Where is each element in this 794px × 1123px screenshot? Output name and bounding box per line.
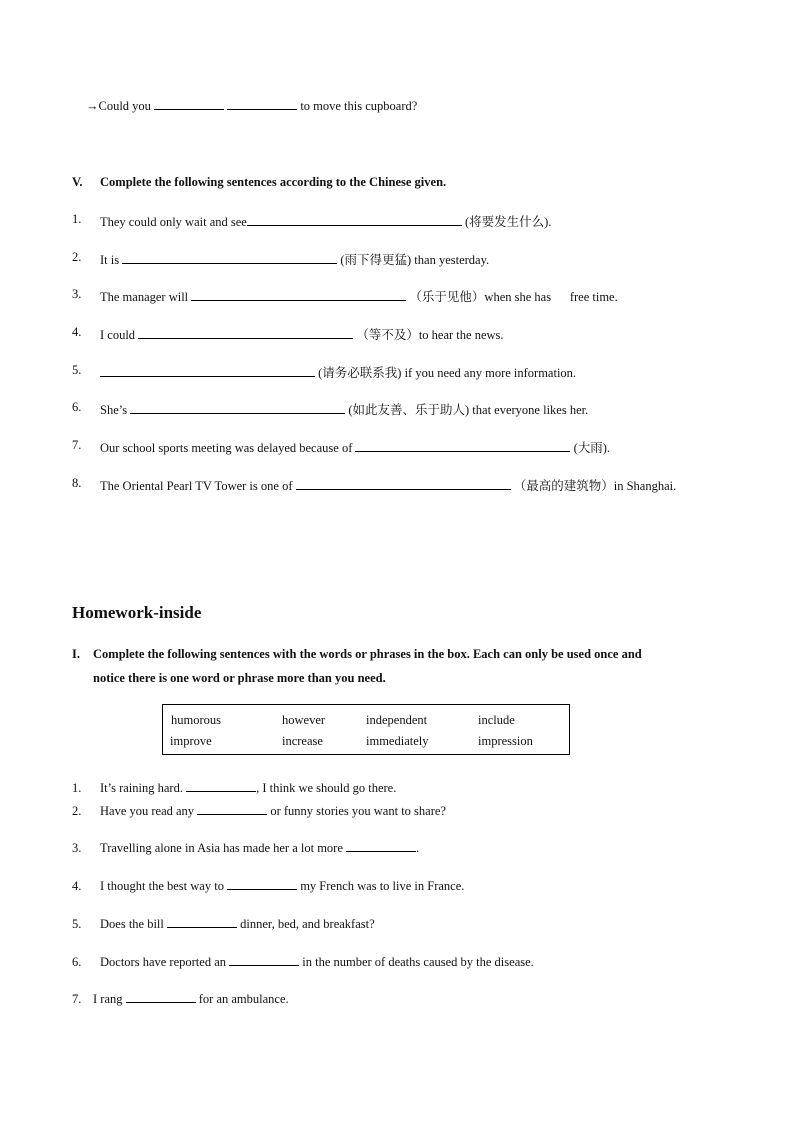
translation-sentence: (请务必联系我) if you need any more information. bbox=[100, 363, 576, 381]
item-number: 4. bbox=[72, 879, 82, 893]
carry-over-before: Could you bbox=[98, 99, 151, 113]
item-number: 3. bbox=[72, 841, 82, 855]
answer-blank[interactable] bbox=[167, 917, 237, 928]
answer-blank[interactable] bbox=[247, 215, 462, 226]
word-box bbox=[162, 704, 570, 755]
answer-blank[interactable] bbox=[191, 290, 406, 301]
box-word: include bbox=[478, 713, 515, 727]
box-word: increase bbox=[282, 734, 323, 748]
translation-sentence: She’s (如此友善、乐于助人) that everyone likes her. bbox=[100, 403, 589, 417]
item-number: 1. bbox=[72, 212, 82, 226]
item-number: 6. bbox=[72, 955, 82, 969]
answer-blank[interactable] bbox=[126, 992, 196, 1003]
answer-blank[interactable] bbox=[355, 441, 570, 452]
fill-blank-sentence: Does the bill dinner, bed, and breakfast? bbox=[100, 917, 375, 931]
box-word: impression bbox=[478, 734, 533, 748]
item-number: 7. bbox=[72, 438, 82, 452]
item-number: 5. bbox=[72, 917, 82, 931]
item-number: 3. bbox=[72, 287, 82, 301]
translation-sentence: They could only wait and see (将要发生什么). bbox=[100, 215, 552, 229]
answer-blank[interactable] bbox=[100, 366, 315, 377]
section-v-heading bbox=[72, 175, 83, 190]
item-number: 2. bbox=[72, 804, 82, 818]
answer-blank[interactable] bbox=[138, 328, 353, 339]
answer-blank[interactable] bbox=[227, 879, 297, 890]
section-i-numeral: I. bbox=[72, 647, 80, 661]
answer-blank[interactable] bbox=[197, 804, 267, 815]
carry-over-sentence bbox=[86, 99, 417, 114]
carry-over-after: to move this cupboard? bbox=[300, 99, 418, 113]
fill-blank-sentence: Doctors have reported an in the number of deaths caused by the disease. bbox=[100, 955, 534, 969]
item-number: 4. bbox=[72, 325, 82, 339]
section-v-numeral: V. bbox=[72, 175, 83, 189]
item-number: 1. bbox=[72, 781, 82, 795]
answer-blank[interactable] bbox=[346, 841, 416, 852]
answer-blank[interactable] bbox=[296, 479, 511, 490]
translation-sentence: The Oriental Pearl TV Tower is one of （最高的建筑物）in Shanghai. bbox=[100, 479, 677, 493]
translation-sentence: Our school sports meeting was delayed because of (大雨). bbox=[100, 441, 611, 455]
item-number: 2. bbox=[72, 250, 82, 264]
answer-blank[interactable] bbox=[229, 955, 299, 966]
box-word: independent bbox=[366, 713, 428, 727]
item-number: 7. bbox=[72, 992, 82, 1006]
section-i-instruction-line2: notice there is one word or phrase more than you need. bbox=[93, 671, 386, 685]
item-number: 5. bbox=[72, 363, 82, 377]
box-word: immediately bbox=[366, 734, 429, 748]
homework-title: Homework-inside bbox=[72, 603, 202, 622]
answer-blank[interactable] bbox=[227, 99, 297, 110]
section-i-instruction-line1: Complete the following sentences with the words or phrases in the box. Each can only be used once and bbox=[93, 647, 642, 661]
answer-blank[interactable] bbox=[154, 99, 224, 110]
box-word: however bbox=[282, 713, 326, 727]
arrow-icon: → bbox=[86, 99, 99, 113]
answer-blank[interactable] bbox=[130, 403, 345, 414]
fill-blank-sentence: I thought the best way to my French was to live in France. bbox=[100, 879, 465, 893]
answer-blank[interactable] bbox=[186, 781, 256, 792]
fill-blank-sentence: I rang for an ambulance. bbox=[93, 992, 289, 1006]
item-number: 8. bbox=[72, 476, 82, 490]
fill-blank-sentence: It’s raining hard. , I think we should go there. bbox=[100, 781, 397, 795]
item-number: 6. bbox=[72, 400, 82, 414]
section-v-instruction: Complete the following sentences according to the Chinese given. bbox=[100, 175, 447, 189]
fill-blank-sentence: Travelling alone in Asia has made her a lot more . bbox=[100, 841, 420, 855]
box-word: humorous bbox=[171, 713, 221, 727]
box-word: improve bbox=[170, 734, 212, 748]
translation-sentence: The manager will （乐于见他）when she has free time. bbox=[100, 290, 618, 304]
fill-blank-sentence: Have you read any or funny stories you want to share? bbox=[100, 804, 446, 818]
translation-sentence: I could （等不及）to hear the news. bbox=[100, 328, 504, 342]
translation-sentence: It is (雨下得更猛) than yesterday. bbox=[100, 253, 490, 267]
answer-blank[interactable] bbox=[122, 253, 337, 264]
